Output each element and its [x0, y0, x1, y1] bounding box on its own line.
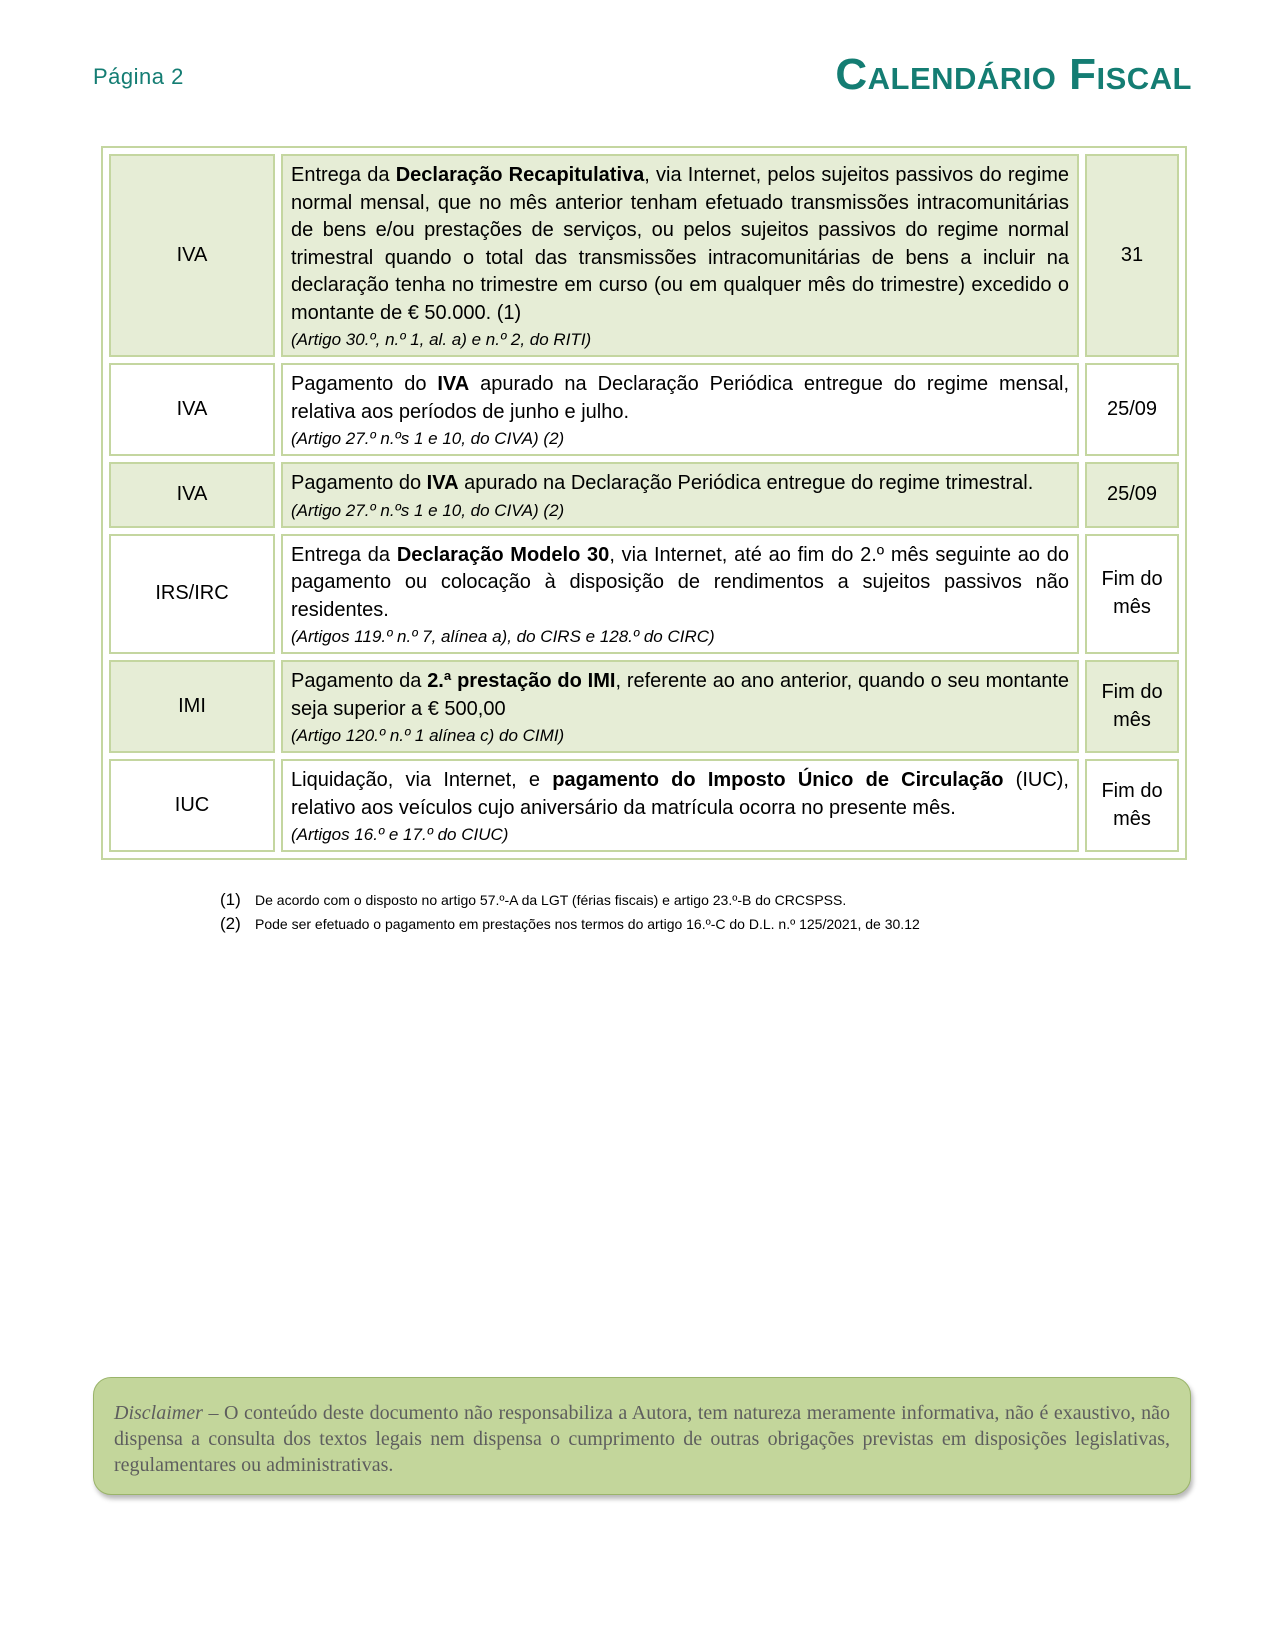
- tax-cell: IVA: [109, 363, 275, 456]
- description-cell: [281, 462, 1079, 528]
- footnote-text: De acordo com o disposto no artigo 57.º-A da LGT (férias fiscais) e artigo 23.º-B do CRCSPSS.: [255, 892, 847, 908]
- description-text: , via Internet, até ao fim do 2.º mês seguinte ao do pagamento ou colocação à disposição de rendimentos a sujeitos passivos não residentes.: [291, 543, 1069, 621]
- description-text: , via Internet, pelos sujeitos passivos do regime normal mensal, que no mês anterior tenham efetuado transmissões intracomunitárias de bens e/ou prestações de serviços, ou pelos sujeitos passivos do regime normal trimestral quando o total das transmissões intracomunitárias de bens a incluir na declaração tenha no trimestre em curso (ou em qualquer mês do trimestre) excedido o montante de € 50.000. (1): [291, 164, 1069, 324]
- description-cell: [281, 363, 1079, 456]
- description-bold-text: IVA: [426, 472, 459, 494]
- fiscal-calendar-table: [101, 146, 1187, 860]
- tax-cell: IRS/IRC: [109, 534, 275, 655]
- description-cell: [281, 534, 1079, 655]
- table-row: [109, 462, 1179, 528]
- document-title: Calendário Fiscal: [835, 50, 1192, 99]
- footnotes: [220, 888, 920, 936]
- deadline-cell: 25/09: [1085, 462, 1179, 528]
- footnote: [220, 888, 920, 912]
- disclaimer-text: – O conteúdo deste documento não responsabiliza a Autora, tem natureza meramente informativa, não é exaustivo, não dispensa a consulta dos textos legais nem dispensa o cumprimento de outras obrigações previstas em disposições legislativas, regulamentares ou administrativas.: [114, 1402, 1170, 1476]
- description-text: apurado na Declaração Periódica entregue do regime mensal, relativa aos períodos de junho e julho.: [291, 373, 1069, 423]
- legal-reference: (Artigos 16.º e 17.º do CIUC): [291, 825, 509, 844]
- description-bold-text: 2.ª prestação do IMI: [427, 670, 616, 692]
- description-text: Liquidação, via Internet, e: [291, 769, 553, 791]
- description-text: apurado na Declaração Periódica entregue do regime trimestral.: [458, 472, 1034, 494]
- tax-cell: IVA: [109, 154, 275, 357]
- deadline-cell: 31: [1085, 154, 1179, 357]
- legal-reference: (Artigo 27.º n.ºs 1 e 10, do CIVA) (2): [291, 500, 565, 520]
- description-text: Entrega da: [291, 543, 397, 566]
- page-number: Página 2: [93, 64, 184, 89]
- description-text: Entrega da: [291, 164, 396, 186]
- legal-reference: (Artigo 30.º, n.º 1, al. a) e n.º 2, do RITI): [291, 330, 592, 349]
- footnote-number: (2): [220, 914, 241, 933]
- description-bold-text: Declaração Modelo 30: [396, 543, 610, 566]
- description-bold-text: Declaração Recapitulativa: [395, 164, 645, 186]
- description-text: Pagamento do: [291, 472, 427, 494]
- description-bold-text: IVA: [437, 373, 470, 395]
- description-bold-text: pagamento do Imposto Único de Circulação: [552, 769, 1004, 791]
- table-row: [109, 759, 1179, 852]
- description-text: , referente ao ano anterior, quando o seu montante seja superior a € 500,00: [291, 670, 1069, 720]
- table-row: [109, 660, 1179, 753]
- tax-cell: IMI: [109, 660, 275, 753]
- description-text: (IUC), relativo aos veículos cujo aniversário da matrícula ocorra no presente mês.: [291, 769, 1069, 819]
- deadline-cell: 25/09: [1085, 363, 1179, 456]
- footnote-number: (1): [220, 890, 241, 909]
- description-cell: [281, 759, 1079, 852]
- legal-reference: (Artigo 27.º n.ºs 1 e 10, do CIVA) (2): [291, 429, 565, 448]
- table-row: [109, 154, 1179, 357]
- disclaimer-label: Disclaimer: [114, 1402, 203, 1424]
- disclaimer-box: [93, 1377, 1191, 1495]
- deadline-cell: Fim do mês: [1085, 660, 1179, 753]
- description-text: Pagamento da: [291, 670, 428, 692]
- footnote: [220, 912, 920, 936]
- description-cell: [281, 154, 1079, 357]
- description-cell: [281, 660, 1079, 753]
- deadline-cell: Fim do mês: [1085, 534, 1179, 655]
- footnote-text: Pode ser efetuado o pagamento em prestações nos termos do artigo 16.º-C do D.L. n.º 125/2021, de 30.12: [255, 916, 920, 932]
- table-body: [109, 154, 1179, 852]
- tax-cell: IVA: [109, 462, 275, 528]
- legal-reference: (Artigo 120.º n.º 1 alínea c) do CIMI): [291, 726, 565, 745]
- legal-reference: (Artigos 119.º n.º 7, alínea a), do CIRS e 128.º do CIRC): [291, 627, 715, 646]
- description-text: Pagamento do: [291, 373, 438, 395]
- deadline-cell: Fim do mês: [1085, 759, 1179, 852]
- tax-cell: IUC: [109, 759, 275, 852]
- table-row: [109, 363, 1179, 456]
- table-row: [109, 534, 1179, 655]
